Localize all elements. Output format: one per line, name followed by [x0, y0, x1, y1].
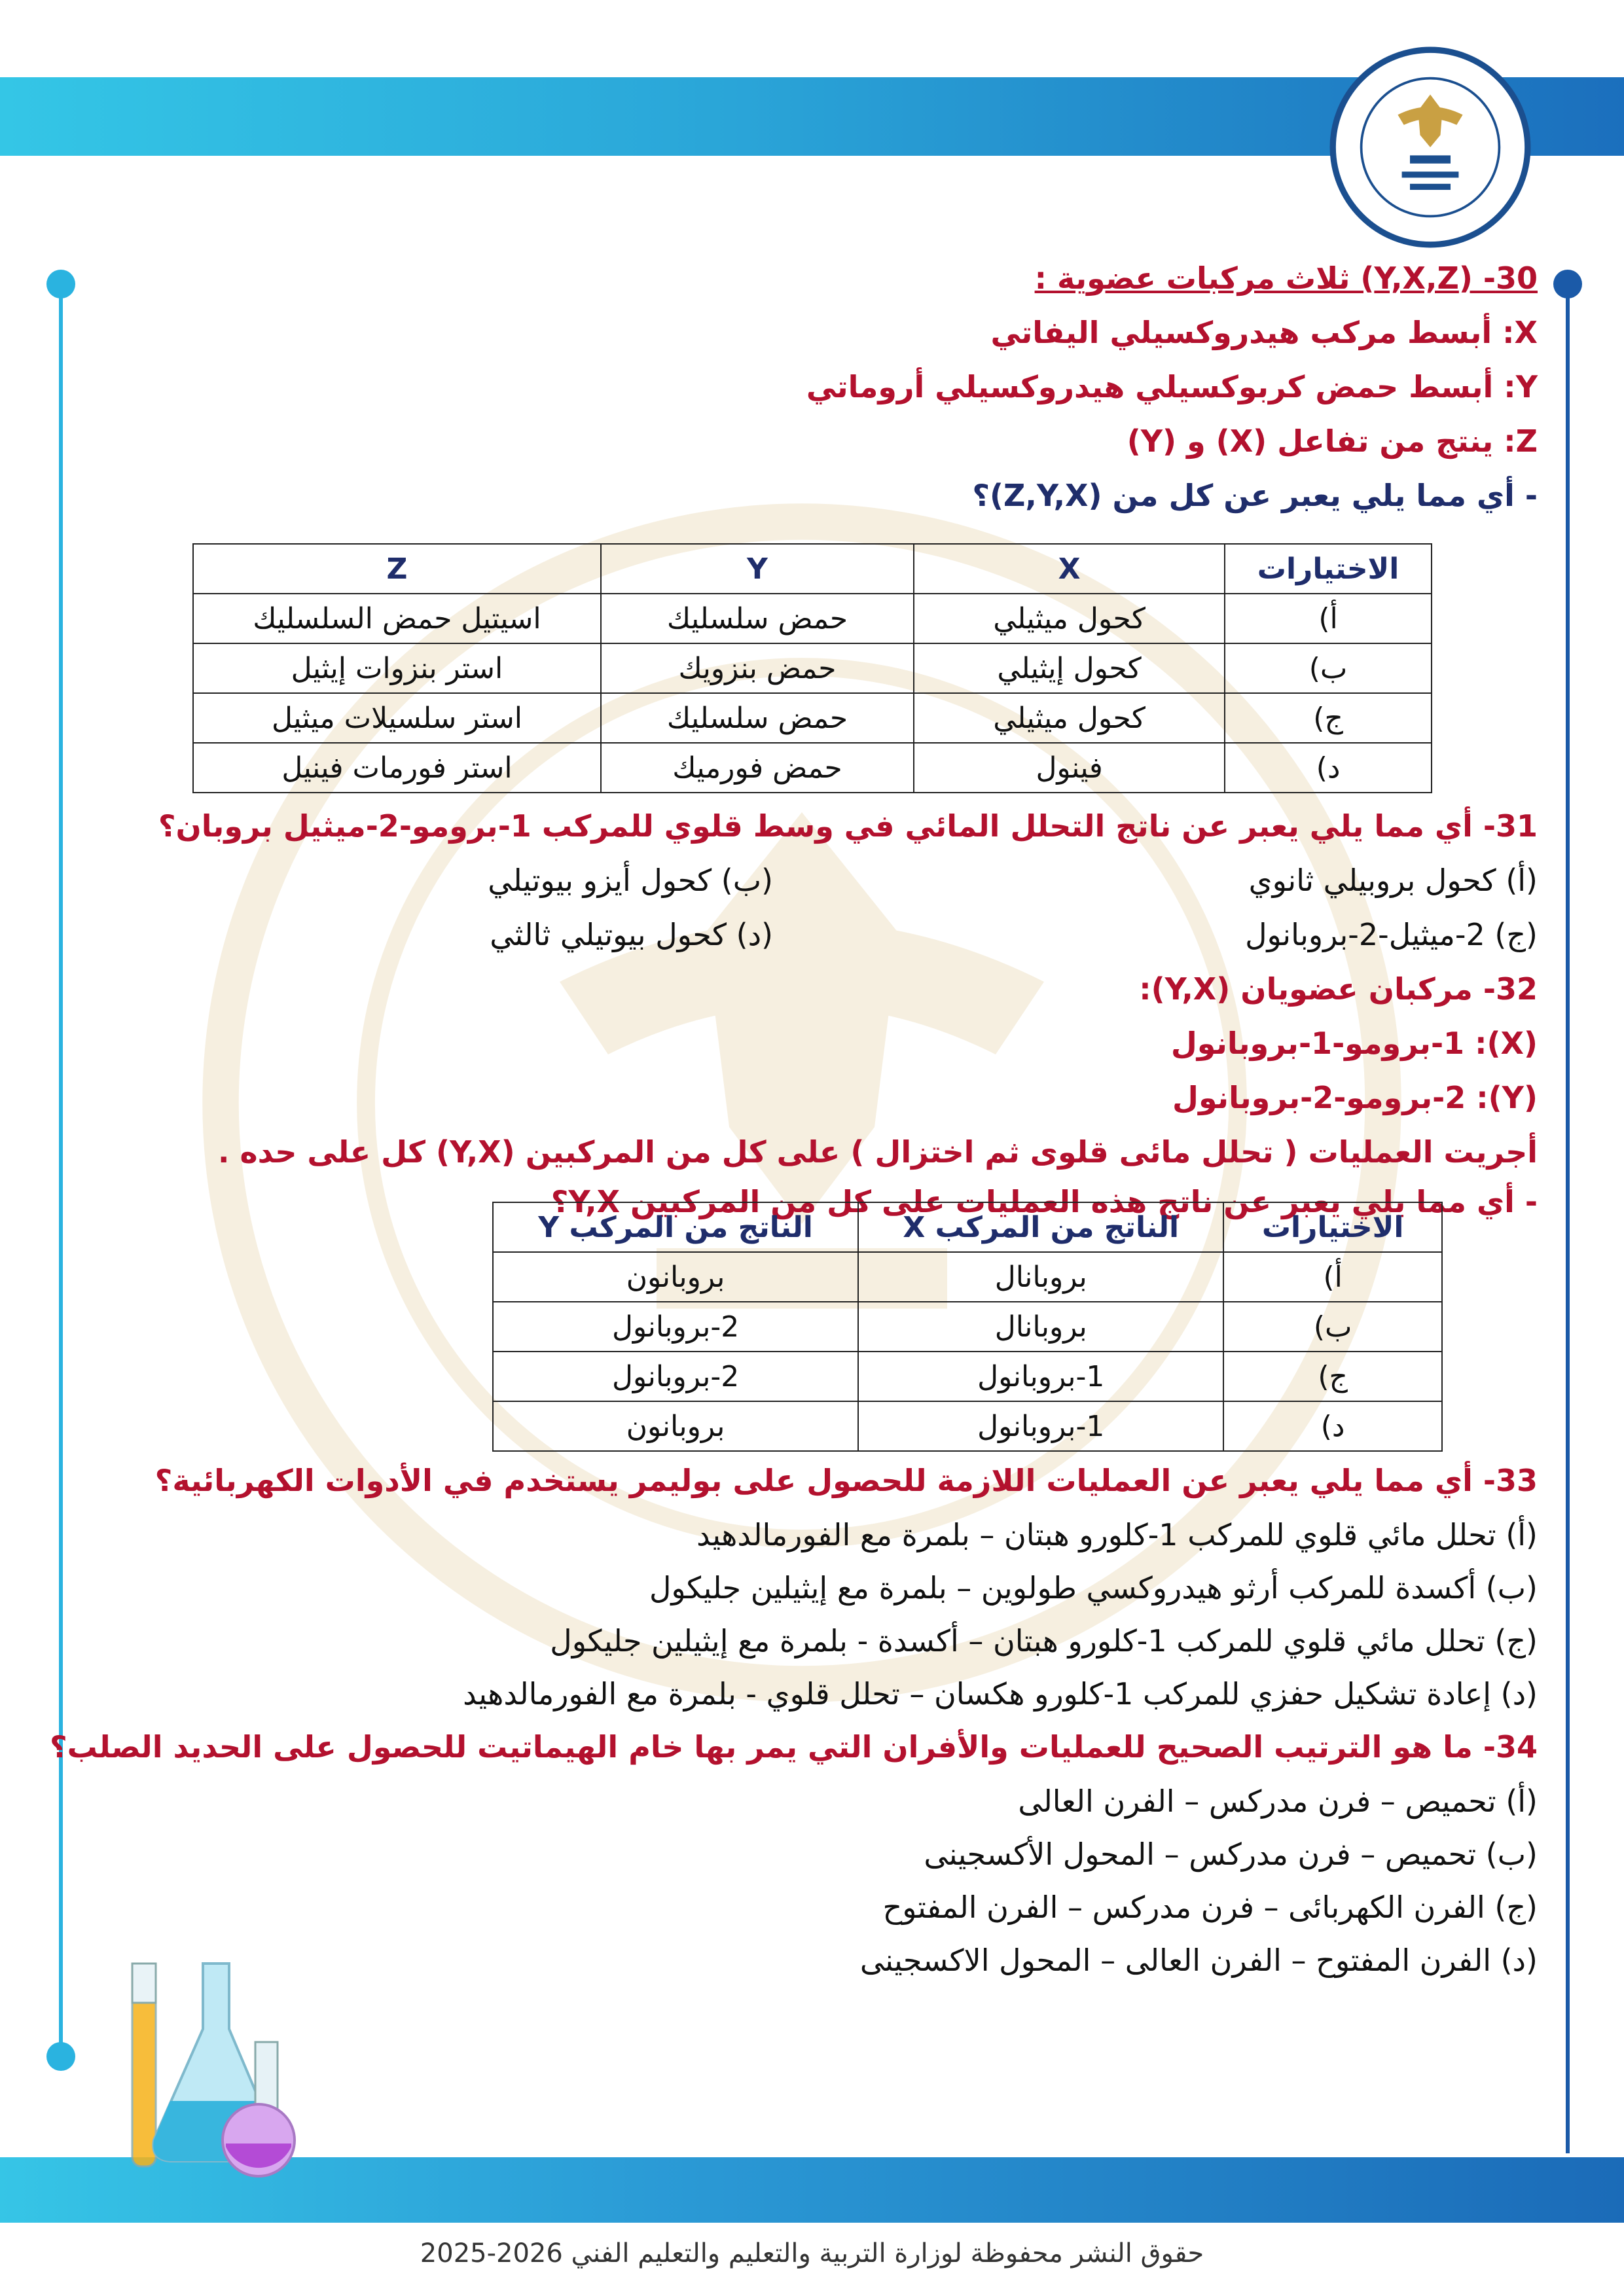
lab-glassware-icon	[92, 1924, 314, 2179]
table-cell: أ)	[1223, 1252, 1442, 1302]
q30-title: 30- (Y,X,Z) ثلاث مركبات عضوية :	[1034, 260, 1538, 296]
table-header: الناتج من المركب Y	[493, 1202, 858, 1252]
q34-option-a[interactable]: (أ) تحميص – فرن مدركس – الفرن العالى	[1018, 1784, 1538, 1819]
table-cell: 1-بروبانول	[858, 1352, 1223, 1401]
table-cell: بروبانال	[858, 1302, 1223, 1352]
q30-z-line: Z: ينتج من تفاعل (X) و (Y)	[1127, 423, 1538, 459]
table-cell: د)	[1225, 743, 1432, 793]
table-cell: استر فورمات فينيل	[193, 743, 601, 793]
table-row	[193, 743, 1432, 793]
q31-option-d[interactable]: (د) كحول بيوتيلي ثالثي	[490, 917, 773, 952]
table-row	[493, 1252, 1442, 1302]
left-rail	[59, 281, 63, 2055]
ministry-logo-icon	[1329, 46, 1532, 249]
table-header: الاختيارات	[1223, 1202, 1442, 1252]
q31-option-b[interactable]: (ب) كحول أيزو بيوتيلي	[488, 863, 773, 898]
table-cell: د)	[1223, 1401, 1442, 1451]
q31-title: 31- أي مما يلي يعبر عن ناتج التحلل المائي في وسط قلوي للمركب 1-برومو-2-ميثيل بروبان؟	[158, 808, 1538, 844]
q33-option-c[interactable]: (ج) تحلل مائي قلوي للمركب 1-كلورو هبتان – أكسدة - بلمرة مع إيثيلين جليكول	[550, 1623, 1538, 1659]
table-cell: كحول ميثيلي	[914, 693, 1225, 743]
table-row	[493, 1352, 1442, 1401]
q33-option-d[interactable]: (د) إعادة تشكيل حفزي للمركب 1-كلورو هكسان – تحلل قلوي - بلمرة مع الفورمالدهيد	[463, 1676, 1538, 1712]
table-cell: اسيتيل حمض السلسليك	[193, 594, 601, 643]
table-row	[193, 594, 1432, 643]
table-row	[493, 1401, 1442, 1451]
table-cell: حمض سلسليك	[601, 594, 914, 643]
table-header: X	[914, 544, 1225, 594]
table-cell: بروبانون	[493, 1252, 858, 1302]
table-row	[493, 1302, 1442, 1352]
table-cell: استر بنزوات إيثيل	[193, 643, 601, 693]
table-cell: ج)	[1225, 693, 1432, 743]
left-rail-top-dot	[46, 270, 75, 298]
table-cell: كحول إيثيلي	[914, 643, 1225, 693]
left-rail-bottom-dot	[46, 2042, 75, 2071]
table-cell: ب)	[1225, 643, 1432, 693]
q31-option-a[interactable]: (أ) كحول بروبيلي ثانوي	[1248, 863, 1538, 898]
q32-y-line: (Y): 2-برومو-2-بروبانول	[1172, 1080, 1538, 1115]
q30-table	[192, 543, 1432, 793]
table-header: الناتج من المركب X	[858, 1202, 1223, 1252]
table-header: Y	[601, 544, 914, 594]
table-cell: بروبانال	[858, 1252, 1223, 1302]
q33-title: 33- أي مما يلي يعبر عن العمليات اللازمة للحصول على بوليمر يستخدم في الأدوات الكهربائية؟	[154, 1463, 1538, 1498]
table-cell: حمض سلسليك	[601, 693, 914, 743]
q32-question: - أي مما يلي يعبر عن ناتج هذه العمليات على كل من المركبين Y,X؟	[550, 1184, 1538, 1219]
q33-option-a[interactable]: (أ) تحلل مائي قلوي للمركب 1-كلورو هبتان – بلمرة مع الفورمالدهيد	[696, 1517, 1538, 1552]
table-cell: فينول	[914, 743, 1225, 793]
q31-option-c[interactable]: (ج) 2-ميثيل-2-بروبانول	[1245, 917, 1538, 952]
table-cell: بروبانون	[493, 1401, 858, 1451]
right-rail	[1566, 281, 1570, 2153]
q34-option-d[interactable]: (د) الفرن المفتوح – الفرن العالى – المحول الاكسجينى	[859, 1943, 1538, 1978]
q32-x-line: (X): 1-برومو-1-بروبانول	[1170, 1026, 1538, 1061]
table-cell: حمض فورميك	[601, 743, 914, 793]
q30-x-line: X: أبسط مركب هيدروكسيلي اليفاتي	[990, 315, 1538, 350]
table-row	[193, 643, 1432, 693]
q30-question: - أي مما يلي يعبر عن كل من (Z,Y,X)؟	[972, 478, 1538, 513]
copyright-footer: حقوق النشر محفوظة لوزارة التربية والتعليم والتعليم الفني 2026-2025	[420, 2238, 1204, 2269]
right-rail-top-dot	[1553, 270, 1582, 298]
q32-title: 32- مركبان عضويان (Y,X):	[1139, 971, 1538, 1007]
table-cell: ب)	[1223, 1302, 1442, 1352]
table-cell: كحول ميثيلي	[914, 594, 1225, 643]
q34-option-c[interactable]: (ج) الفرن الكهربائى – فرن مدركس – الفرن المفتوح	[882, 1890, 1538, 1925]
table-cell: استر سلسيلات ميثيل	[193, 693, 601, 743]
q34-option-b[interactable]: (ب) تحميص – فرن مدركس – المحول الأكسجينى	[924, 1837, 1538, 1872]
q30-y-line: Y: أبسط حمض كربوكسيلي هيدروكسيلي أروماتي	[806, 369, 1538, 404]
table-header: الاختيارات	[1225, 544, 1432, 594]
table-cell: 1-بروبانول	[858, 1401, 1223, 1451]
q34-title: 34- ما هو الترتيب الصحيح للعمليات والأفران التي يمر بها خام الهيماتيت للحصول على الحديد الصلب؟	[49, 1729, 1538, 1765]
table-cell: أ)	[1225, 594, 1432, 643]
table-cell: 2-بروبانول	[493, 1302, 858, 1352]
q32-statement: أجريت العمليات ( تحلل مائى قلوى ثم اختزال ) على كل من المركبين (Y,X) كل على حده .	[218, 1134, 1538, 1170]
q32-table	[492, 1202, 1443, 1452]
table-row	[193, 693, 1432, 743]
table-cell: 2-بروبانول	[493, 1352, 858, 1401]
q33-option-b[interactable]: (ب) أكسدة للمركب أرثو هيدروكسي طولوين – بلمرة مع إيثيلين جليكول	[649, 1570, 1538, 1605]
table-header: Z	[193, 544, 601, 594]
table-cell: حمض بنزويك	[601, 643, 914, 693]
table-cell: ج)	[1223, 1352, 1442, 1401]
